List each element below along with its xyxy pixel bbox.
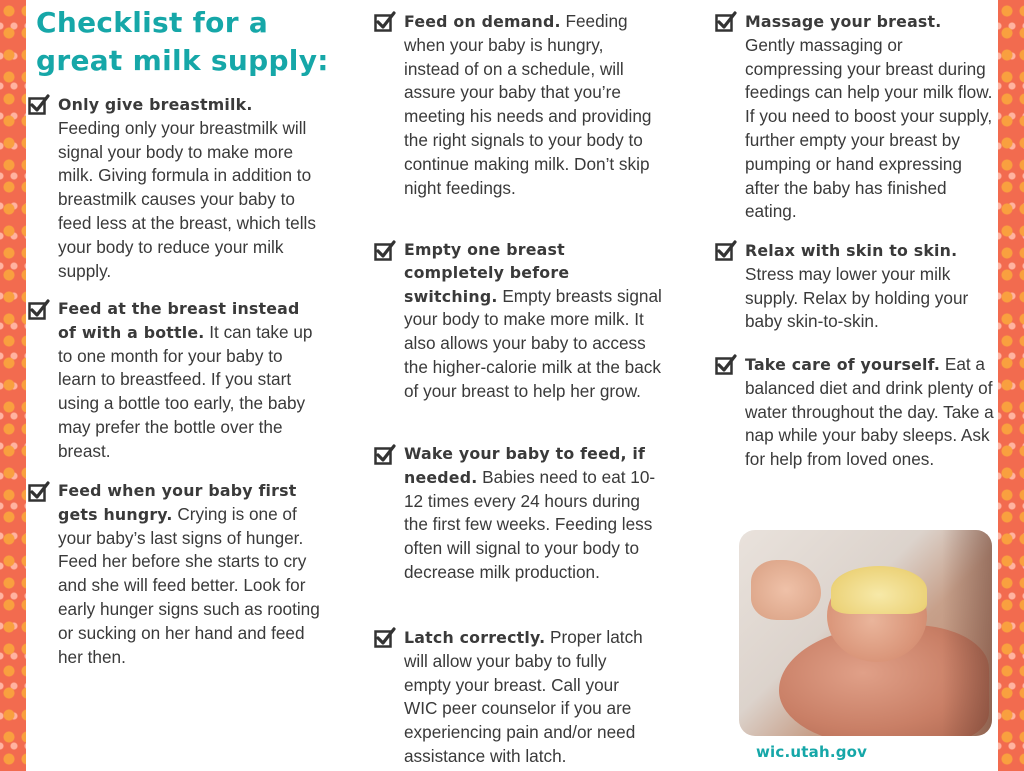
item-heading: Feed on demand. [404, 12, 561, 31]
checkbox-check-icon [28, 299, 48, 319]
checkbox-check-icon [715, 11, 735, 31]
checklist-item [404, 626, 652, 769]
item-body: Eat a balanced diet and drink plenty of water throughout the day. Take a nap while your baby sleeps. Ask for help from loved ones. [745, 354, 994, 470]
title-line-2: great milk supply: [36, 44, 329, 77]
checklist-item [404, 239, 666, 404]
checkbox-check-icon [715, 354, 735, 374]
item-body: Feeding only your breastmilk will signal your body to make more milk. Giving formula in addition to breastmilk causes your baby to feed less at the breast, which tells your body to reduce your milk supply. [58, 117, 316, 281]
item-body: Feeding when your baby is hungry, instead of on a schedule, will assure your baby that you’re meeting his needs and providing the right signals to your body to continue making milk. Don’t skip night feedings. [404, 11, 652, 198]
item-heading: Empty one breast completely before switching. [404, 240, 570, 306]
checklist-item [58, 93, 318, 283]
item-heading: Take care of yourself. [745, 355, 941, 374]
item-body: Stress may lower your milk supply. Relax by holding your baby skin-to-skin. [745, 263, 969, 332]
checklist-item [404, 10, 654, 200]
checkbox-check-icon [374, 627, 394, 647]
checklist-item [58, 298, 320, 464]
item-heading: Relax with skin to skin. [745, 241, 958, 260]
decorative-border-left [0, 0, 26, 771]
checklist-item [404, 443, 656, 585]
checklist-item [745, 10, 995, 224]
newborn-photo [739, 530, 992, 736]
checklist-item [745, 239, 997, 334]
item-heading: Latch correctly. [404, 628, 546, 647]
checkbox-check-icon [28, 481, 48, 501]
checkbox-check-icon [374, 240, 394, 260]
page-title [36, 4, 336, 80]
decorative-border-right [998, 0, 1024, 771]
item-body: It can take up to one month for your baby to learn to breastfeed. If you start using a bottle too early, the baby may prefer the bottle over the breast. [58, 321, 313, 461]
item-body: Babies need to eat 10-12 times every 24 hours during the first few weeks. Feeding less often will signal to your body to decrease milk production. [404, 466, 656, 582]
checkbox-check-icon [28, 94, 48, 114]
checkbox-check-icon [374, 11, 394, 31]
item-body: Proper latch will allow your baby to fully empty your breast. Call your WIC peer counselor if you are experiencing pain and/or need assistance with latch. [404, 627, 643, 766]
checkbox-check-icon [374, 444, 394, 464]
item-heading: Wake your baby to feed, if needed. [404, 444, 646, 487]
item-heading: Feed when your baby first gets hungry. [58, 481, 297, 524]
checklist-item [745, 353, 997, 472]
item-heading: Feed at the breast instead of with a bottle. [58, 299, 300, 342]
website-url: wic.utah.gov [756, 743, 868, 761]
checklist-item [58, 480, 320, 669]
item-body: Empty breasts signal your body to make more milk. It also allows your baby to access the higher-calorie milk at the back of your breast to help her grow. [404, 285, 662, 401]
title-line-1: Checklist for a [36, 6, 269, 39]
item-heading: Massage your breast. [745, 12, 942, 31]
item-body: Crying is one of your baby’s last signs of hunger. Feed her before she starts to cry and she will feed better. Look for early hunger signs such as rooting or sucking on her hand and feed her then. [58, 503, 320, 667]
item-body: Gently massaging or compressing your breast during feedings can help your milk flow. If you need to boost your supply, further empty your breast by pumping or hand expressing after the baby has finished eating. [745, 34, 993, 222]
checkbox-check-icon [715, 240, 735, 260]
item-heading: Only give breastmilk. [58, 95, 253, 114]
